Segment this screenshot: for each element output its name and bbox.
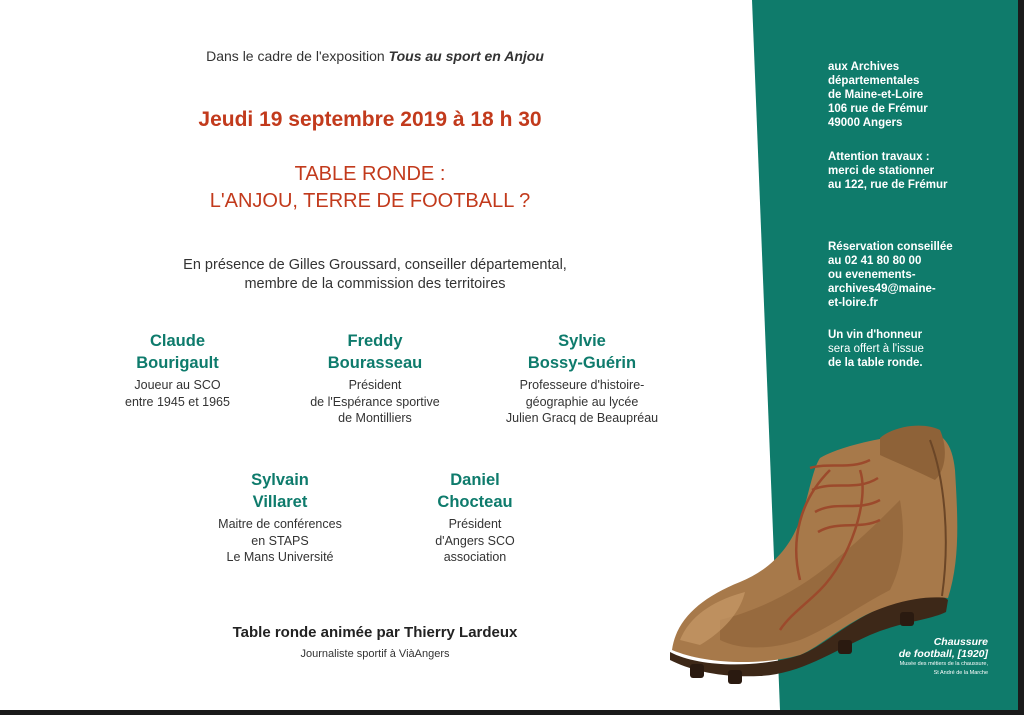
title-line-2: L'ANJOU, TERRE DE FOOTBALL ?: [209, 190, 531, 212]
moderator-line: Table ronde animée par Thierry Lardeux: [232, 624, 518, 641]
reservation-info: Réservation conseillée au 02 41 80 80 00 ou evenements- archives49@maine- et-loire.fr: [828, 241, 953, 309]
works-notice: Attention travaux : merci de stationner au 122, rue de Frémur: [828, 151, 948, 191]
speaker-first-name: Freddy: [347, 332, 403, 350]
speaker-description: Maitre de conférences en STAPS Le Mans Université: [218, 517, 342, 564]
presence-note: [90, 256, 660, 294]
wine-notice: Un vin d'honneur sera offert à l'issue de la table ronde.: [828, 329, 924, 369]
speaker-card: [190, 469, 370, 566]
speaker-last-name: Bourigault: [136, 354, 219, 372]
title-line-1: TABLE RONDE :: [294, 163, 446, 185]
speaker-first-name: Sylvie: [558, 332, 606, 350]
speaker-description: Professeure d'histoire- géographie au lycée Julien Gracq de Beaupréau: [505, 378, 659, 425]
moderator-subtitle: Journaliste sportif à ViàAngers: [300, 648, 450, 660]
presence-line-2: membre de la commission des territoires: [244, 276, 506, 292]
intro-line: [90, 48, 660, 64]
intro-prefix: Dans le cadre de l'exposition: [206, 48, 389, 64]
speaker-first-name: Claude: [149, 332, 205, 350]
speaker-card: [487, 330, 677, 427]
speaker-card: [95, 330, 260, 410]
speaker-description: Président de l'Espérance sportive de Montilliers: [310, 378, 440, 425]
speaker-first-name: Daniel: [450, 471, 500, 489]
speaker-last-name: Bourasseau: [327, 354, 423, 372]
image-caption: Chaussure de football, [1920] Musée des métiers de la chaussure, St André de la Marche: [898, 636, 988, 676]
event-date: Jeudi 19 septembre 2019 à 18 h 30: [198, 108, 542, 131]
speaker-last-name: Bossy-Guérin: [527, 354, 637, 372]
presence-line-1: En présence de Gilles Groussard, conseiller départemental,: [183, 257, 567, 273]
speaker-description: Joueur au SCO entre 1945 et 1965: [125, 378, 230, 409]
exhibition-name: Tous au sport en Anjou: [388, 48, 544, 64]
speaker-last-name: Villaret: [252, 493, 308, 511]
speaker-card: [285, 330, 465, 427]
speaker-description: Président d'Angers SCO association: [435, 517, 515, 564]
speaker-card: [395, 469, 555, 566]
venue-address: aux Archives départementales de Maine-et-Loire 106 rue de Frémur 49000 Angers: [828, 61, 928, 129]
speaker-last-name: Chocteau: [437, 493, 513, 511]
speaker-first-name: Sylvain: [251, 471, 309, 489]
event-title: [80, 161, 660, 215]
